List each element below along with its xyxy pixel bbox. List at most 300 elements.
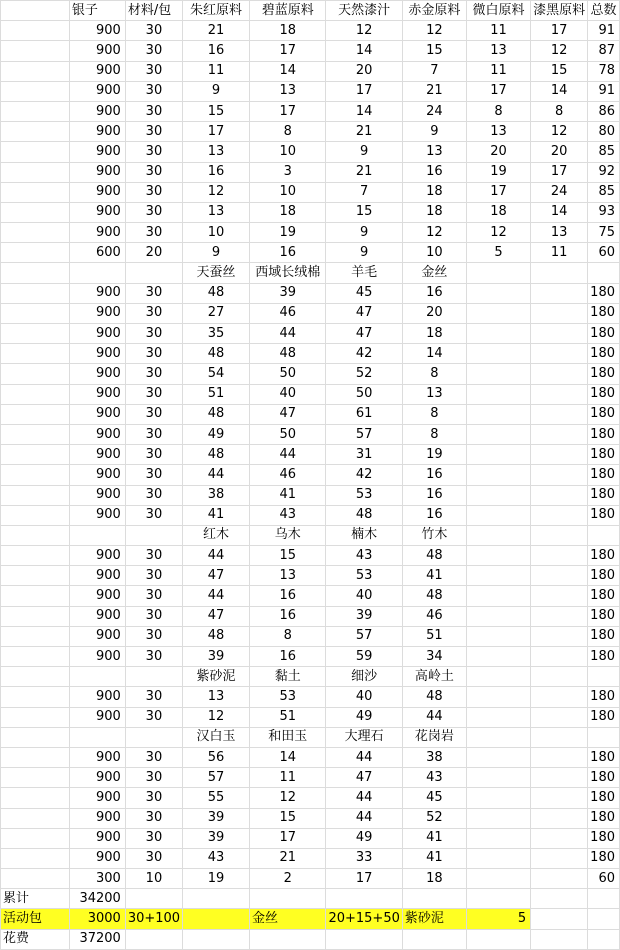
table-cell[interactable]: 47 <box>183 606 250 626</box>
table-cell[interactable] <box>531 445 588 465</box>
table-cell[interactable]: 15 <box>531 61 588 81</box>
table-cell[interactable] <box>531 606 588 626</box>
table-cell[interactable]: 30 <box>125 828 182 848</box>
table-cell[interactable]: 30 <box>125 283 182 303</box>
table-cell[interactable]: 30 <box>125 768 182 788</box>
table-cell[interactable]: 12 <box>183 182 250 202</box>
header-cell[interactable]: 漆黑原料 <box>531 1 588 21</box>
table-cell[interactable]: 12 <box>531 41 588 61</box>
table-cell[interactable] <box>1 465 70 485</box>
table-cell[interactable]: 56 <box>183 747 250 767</box>
table-cell[interactable]: 红木 <box>183 525 250 545</box>
table-cell[interactable] <box>1 505 70 525</box>
table-cell[interactable]: 15 <box>326 202 402 222</box>
table-cell[interactable]: 900 <box>69 202 125 222</box>
table-cell[interactable]: 10 <box>125 869 182 889</box>
table-cell[interactable]: 30 <box>125 223 182 243</box>
table-cell[interactable]: 91 <box>588 81 620 101</box>
table-cell[interactable]: 44 <box>183 546 250 566</box>
table-cell[interactable] <box>1 243 70 263</box>
table-cell[interactable]: 16 <box>183 41 250 61</box>
table-cell[interactable]: 2 <box>250 869 326 889</box>
table-cell[interactable]: 46 <box>402 606 466 626</box>
table-cell[interactable] <box>1 768 70 788</box>
table-cell[interactable]: 51 <box>250 707 326 727</box>
table-cell[interactable]: 92 <box>588 162 620 182</box>
table-cell[interactable]: 900 <box>69 384 125 404</box>
table-cell[interactable]: 活动包 <box>1 909 70 929</box>
table-cell[interactable]: 12 <box>183 707 250 727</box>
table-cell[interactable]: 38 <box>402 747 466 767</box>
table-cell[interactable]: 900 <box>69 606 125 626</box>
table-cell[interactable]: 30 <box>125 626 182 646</box>
table-cell[interactable]: 30 <box>125 101 182 121</box>
table-cell[interactable]: 900 <box>69 182 125 202</box>
table-cell[interactable]: 48 <box>183 445 250 465</box>
table-cell[interactable]: 30 <box>125 344 182 364</box>
table-cell[interactable]: 180 <box>588 283 620 303</box>
table-cell[interactable]: 50 <box>250 424 326 444</box>
table-cell[interactable]: 78 <box>588 61 620 81</box>
header-cell[interactable] <box>1 1 70 21</box>
table-cell[interactable]: 21 <box>326 122 402 142</box>
table-cell[interactable]: 20+15+50 <box>326 909 402 929</box>
table-cell[interactable] <box>183 929 250 949</box>
table-cell[interactable]: 50 <box>250 364 326 384</box>
table-cell[interactable]: 羊毛 <box>326 263 402 283</box>
table-cell[interactable]: 30 <box>125 647 182 667</box>
table-cell[interactable] <box>1 586 70 606</box>
table-cell[interactable] <box>466 869 530 889</box>
table-cell[interactable] <box>183 889 250 909</box>
table-cell[interactable] <box>466 889 530 909</box>
table-cell[interactable]: 30 <box>125 546 182 566</box>
table-cell[interactable]: 43 <box>326 546 402 566</box>
table-cell[interactable]: 24 <box>531 182 588 202</box>
table-cell[interactable]: 16 <box>402 283 466 303</box>
table-cell[interactable]: 14 <box>326 41 402 61</box>
table-cell[interactable] <box>250 929 326 949</box>
table-cell[interactable]: 900 <box>69 445 125 465</box>
table-cell[interactable]: 19 <box>250 223 326 243</box>
table-cell[interactable]: 12 <box>466 223 530 243</box>
table-cell[interactable]: 87 <box>588 41 620 61</box>
table-cell[interactable]: 52 <box>326 364 402 384</box>
table-cell[interactable] <box>1 626 70 646</box>
table-cell[interactable] <box>1 324 70 344</box>
table-cell[interactable] <box>466 424 530 444</box>
table-cell[interactable] <box>1 485 70 505</box>
table-cell[interactable] <box>588 667 620 687</box>
table-cell[interactable]: 13 <box>402 384 466 404</box>
table-cell[interactable]: 900 <box>69 546 125 566</box>
table-cell[interactable]: 43 <box>402 768 466 788</box>
table-cell[interactable]: 9 <box>326 223 402 243</box>
table-cell[interactable]: 40 <box>326 586 402 606</box>
table-cell[interactable]: 180 <box>588 303 620 323</box>
table-cell[interactable] <box>531 909 588 929</box>
table-cell[interactable] <box>1 727 70 747</box>
table-cell[interactable]: 900 <box>69 465 125 485</box>
table-cell[interactable] <box>466 344 530 364</box>
table-cell[interactable] <box>1 707 70 727</box>
table-cell[interactable]: 花岗岩 <box>402 727 466 747</box>
table-cell[interactable] <box>531 768 588 788</box>
table-cell[interactable] <box>183 909 250 929</box>
table-cell[interactable] <box>466 687 530 707</box>
table-cell[interactable]: 39 <box>183 828 250 848</box>
table-cell[interactable]: 900 <box>69 344 125 364</box>
table-cell[interactable]: 西域长绒棉 <box>250 263 326 283</box>
table-cell[interactable]: 900 <box>69 101 125 121</box>
table-cell[interactable]: 30+100 <box>125 909 182 929</box>
table-cell[interactable]: 43 <box>183 848 250 868</box>
table-cell[interactable]: 30 <box>125 122 182 142</box>
table-cell[interactable]: 900 <box>69 142 125 162</box>
table-cell[interactable]: 紫砂泥 <box>183 667 250 687</box>
table-cell[interactable]: 900 <box>69 424 125 444</box>
table-cell[interactable]: 900 <box>69 586 125 606</box>
table-cell[interactable]: 30 <box>125 41 182 61</box>
table-cell[interactable]: 13 <box>183 142 250 162</box>
table-cell[interactable]: 44 <box>326 788 402 808</box>
table-cell[interactable] <box>125 263 182 283</box>
table-cell[interactable] <box>588 929 620 949</box>
table-cell[interactable]: 12 <box>250 788 326 808</box>
table-cell[interactable]: 48 <box>183 626 250 646</box>
header-cell[interactable]: 银子 <box>69 1 125 21</box>
table-cell[interactable]: 180 <box>588 324 620 344</box>
table-cell[interactable]: 900 <box>69 505 125 525</box>
table-cell[interactable]: 180 <box>588 687 620 707</box>
table-cell[interactable] <box>531 747 588 767</box>
table-cell[interactable]: 900 <box>69 647 125 667</box>
table-cell[interactable]: 49 <box>326 707 402 727</box>
table-cell[interactable]: 180 <box>588 344 620 364</box>
table-cell[interactable]: 180 <box>588 768 620 788</box>
table-cell[interactable]: 51 <box>402 626 466 646</box>
table-cell[interactable] <box>1 223 70 243</box>
table-cell[interactable]: 16 <box>183 162 250 182</box>
table-cell[interactable]: 8 <box>402 404 466 424</box>
table-cell[interactable]: 30 <box>125 606 182 626</box>
table-cell[interactable] <box>531 263 588 283</box>
table-cell[interactable] <box>531 424 588 444</box>
table-cell[interactable] <box>402 889 466 909</box>
table-cell[interactable]: 16 <box>250 606 326 626</box>
table-cell[interactable]: 48 <box>183 344 250 364</box>
table-cell[interactable]: 30 <box>125 687 182 707</box>
table-cell[interactable]: 13 <box>531 223 588 243</box>
table-cell[interactable]: 19 <box>402 445 466 465</box>
table-cell[interactable]: 9 <box>183 243 250 263</box>
table-cell[interactable]: 17 <box>531 21 588 41</box>
table-cell[interactable] <box>531 546 588 566</box>
table-cell[interactable]: 49 <box>183 424 250 444</box>
table-cell[interactable]: 48 <box>250 344 326 364</box>
table-cell[interactable]: 180 <box>588 626 620 646</box>
table-cell[interactable]: 16 <box>250 647 326 667</box>
table-cell[interactable] <box>125 889 182 909</box>
table-cell[interactable]: 9 <box>402 122 466 142</box>
table-cell[interactable]: 9 <box>326 142 402 162</box>
table-cell[interactable] <box>1 182 70 202</box>
table-cell[interactable] <box>402 929 466 949</box>
table-cell[interactable]: 34 <box>402 647 466 667</box>
table-cell[interactable] <box>69 727 125 747</box>
table-cell[interactable] <box>466 626 530 646</box>
table-cell[interactable] <box>466 303 530 323</box>
table-cell[interactable]: 900 <box>69 788 125 808</box>
table-cell[interactable] <box>1 606 70 626</box>
table-cell[interactable]: 30 <box>125 586 182 606</box>
table-cell[interactable] <box>531 505 588 525</box>
table-cell[interactable]: 12 <box>326 21 402 41</box>
table-cell[interactable]: 54 <box>183 364 250 384</box>
table-cell[interactable]: 14 <box>326 101 402 121</box>
table-cell[interactable] <box>1 788 70 808</box>
table-cell[interactable]: 41 <box>402 828 466 848</box>
table-cell[interactable]: 30 <box>125 61 182 81</box>
table-cell[interactable] <box>250 889 326 909</box>
table-cell[interactable]: 44 <box>183 465 250 485</box>
table-cell[interactable]: 900 <box>69 21 125 41</box>
table-cell[interactable] <box>326 889 402 909</box>
table-cell[interactable]: 30 <box>125 505 182 525</box>
table-cell[interactable]: 91 <box>588 21 620 41</box>
table-cell[interactable]: 180 <box>588 747 620 767</box>
table-cell[interactable]: 30 <box>125 364 182 384</box>
table-cell[interactable]: 20 <box>531 142 588 162</box>
table-cell[interactable]: 39 <box>250 283 326 303</box>
table-cell[interactable]: 汉白玉 <box>183 727 250 747</box>
table-cell[interactable]: 30 <box>125 162 182 182</box>
table-cell[interactable]: 53 <box>326 566 402 586</box>
table-cell[interactable]: 14 <box>531 202 588 222</box>
table-cell[interactable]: 180 <box>588 465 620 485</box>
table-cell[interactable]: 44 <box>326 808 402 828</box>
table-cell[interactable]: 花费 <box>1 929 70 949</box>
table-cell[interactable]: 8 <box>466 101 530 121</box>
table-cell[interactable]: 30 <box>125 788 182 808</box>
table-cell[interactable]: 47 <box>250 404 326 424</box>
table-cell[interactable]: 30 <box>125 747 182 767</box>
table-cell[interactable]: 900 <box>69 122 125 142</box>
table-cell[interactable] <box>1 61 70 81</box>
table-cell[interactable]: 41 <box>402 848 466 868</box>
table-cell[interactable]: 49 <box>326 828 402 848</box>
table-cell[interactable] <box>466 485 530 505</box>
table-cell[interactable]: 44 <box>183 586 250 606</box>
table-cell[interactable]: 黏土 <box>250 667 326 687</box>
table-cell[interactable]: 21 <box>183 21 250 41</box>
table-cell[interactable]: 14 <box>402 344 466 364</box>
table-cell[interactable] <box>1 162 70 182</box>
table-cell[interactable] <box>531 586 588 606</box>
table-cell[interactable]: 31 <box>326 445 402 465</box>
table-cell[interactable]: 39 <box>183 647 250 667</box>
table-cell[interactable] <box>531 283 588 303</box>
table-cell[interactable] <box>1 202 70 222</box>
table-cell[interactable] <box>466 384 530 404</box>
table-cell[interactable]: 900 <box>69 747 125 767</box>
table-cell[interactable]: 55 <box>183 788 250 808</box>
table-cell[interactable] <box>531 525 588 545</box>
table-cell[interactable]: 3000 <box>69 909 125 929</box>
table-cell[interactable]: 180 <box>588 808 620 828</box>
table-cell[interactable] <box>1 546 70 566</box>
table-cell[interactable]: 竹木 <box>402 525 466 545</box>
table-cell[interactable]: 180 <box>588 566 620 586</box>
table-cell[interactable] <box>1 41 70 61</box>
table-cell[interactable]: 21 <box>250 848 326 868</box>
table-cell[interactable]: 900 <box>69 828 125 848</box>
table-cell[interactable]: 27 <box>183 303 250 323</box>
table-cell[interactable]: 900 <box>69 81 125 101</box>
table-cell[interactable]: 乌木 <box>250 525 326 545</box>
table-cell[interactable]: 5 <box>466 909 530 929</box>
table-cell[interactable]: 900 <box>69 626 125 646</box>
table-cell[interactable]: 180 <box>588 647 620 667</box>
table-cell[interactable]: 57 <box>183 768 250 788</box>
table-cell[interactable]: 30 <box>125 404 182 424</box>
table-cell[interactable]: 18 <box>402 182 466 202</box>
table-cell[interactable]: 16 <box>402 162 466 182</box>
table-cell[interactable]: 180 <box>588 707 620 727</box>
table-cell[interactable]: 17 <box>250 41 326 61</box>
table-cell[interactable]: 48 <box>183 283 250 303</box>
table-cell[interactable] <box>466 768 530 788</box>
table-cell[interactable]: 40 <box>326 687 402 707</box>
table-cell[interactable]: 15 <box>250 808 326 828</box>
table-cell[interactable]: 30 <box>125 21 182 41</box>
table-cell[interactable]: 30 <box>125 445 182 465</box>
table-cell[interactable]: 93 <box>588 202 620 222</box>
table-cell[interactable]: 44 <box>402 707 466 727</box>
table-cell[interactable]: 47 <box>326 768 402 788</box>
table-cell[interactable]: 300 <box>69 869 125 889</box>
table-cell[interactable]: 和田玉 <box>250 727 326 747</box>
table-cell[interactable] <box>1 747 70 767</box>
table-cell[interactable]: 24 <box>402 101 466 121</box>
table-cell[interactable]: 12 <box>402 21 466 41</box>
table-cell[interactable] <box>466 586 530 606</box>
table-cell[interactable] <box>531 384 588 404</box>
table-cell[interactable] <box>466 283 530 303</box>
table-cell[interactable] <box>466 747 530 767</box>
table-cell[interactable] <box>531 848 588 868</box>
table-cell[interactable]: 39 <box>183 808 250 828</box>
table-cell[interactable]: 47 <box>326 324 402 344</box>
table-cell[interactable]: 30 <box>125 465 182 485</box>
table-cell[interactable]: 900 <box>69 404 125 424</box>
table-cell[interactable]: 16 <box>250 586 326 606</box>
table-cell[interactable]: 8 <box>531 101 588 121</box>
table-cell[interactable]: 细沙 <box>326 667 402 687</box>
table-cell[interactable]: 44 <box>250 445 326 465</box>
table-cell[interactable]: 16 <box>402 505 466 525</box>
table-cell[interactable]: 50 <box>326 384 402 404</box>
table-cell[interactable]: 43 <box>250 505 326 525</box>
table-cell[interactable]: 35 <box>183 324 250 344</box>
table-cell[interactable]: 75 <box>588 223 620 243</box>
table-cell[interactable]: 10 <box>183 223 250 243</box>
table-cell[interactable]: 20 <box>402 303 466 323</box>
table-cell[interactable]: 60 <box>588 243 620 263</box>
table-cell[interactable]: 高岭土 <box>402 667 466 687</box>
table-cell[interactable]: 30 <box>125 142 182 162</box>
table-cell[interactable] <box>466 808 530 828</box>
table-cell[interactable] <box>588 525 620 545</box>
table-cell[interactable] <box>531 727 588 747</box>
table-cell[interactable]: 17 <box>326 869 402 889</box>
table-cell[interactable] <box>531 828 588 848</box>
table-cell[interactable]: 楠木 <box>326 525 402 545</box>
table-cell[interactable]: 46 <box>250 465 326 485</box>
table-cell[interactable]: 20 <box>326 61 402 81</box>
table-cell[interactable]: 900 <box>69 687 125 707</box>
table-cell[interactable]: 18 <box>402 202 466 222</box>
table-cell[interactable] <box>531 626 588 646</box>
table-cell[interactable] <box>1 142 70 162</box>
table-cell[interactable]: 10 <box>402 243 466 263</box>
table-cell[interactable]: 900 <box>69 364 125 384</box>
table-cell[interactable] <box>531 929 588 949</box>
table-cell[interactable] <box>1 525 70 545</box>
table-cell[interactable]: 180 <box>588 424 620 444</box>
table-cell[interactable]: 30 <box>125 485 182 505</box>
table-cell[interactable]: 14 <box>250 747 326 767</box>
table-cell[interactable]: 17 <box>250 101 326 121</box>
table-cell[interactable] <box>466 707 530 727</box>
table-cell[interactable] <box>125 525 182 545</box>
table-cell[interactable]: 19 <box>466 162 530 182</box>
header-cell[interactable]: 材料/包 <box>125 1 182 21</box>
table-cell[interactable]: 13 <box>466 122 530 142</box>
table-cell[interactable]: 8 <box>402 424 466 444</box>
table-cell[interactable]: 19 <box>183 869 250 889</box>
table-cell[interactable]: 57 <box>326 424 402 444</box>
table-cell[interactable]: 30 <box>125 182 182 202</box>
table-cell[interactable] <box>1 263 70 283</box>
table-cell[interactable] <box>531 889 588 909</box>
table-cell[interactable]: 21 <box>402 81 466 101</box>
table-cell[interactable] <box>1 667 70 687</box>
table-cell[interactable]: 大理石 <box>326 727 402 747</box>
table-cell[interactable]: 900 <box>69 707 125 727</box>
table-cell[interactable] <box>588 889 620 909</box>
table-cell[interactable]: 30 <box>125 808 182 828</box>
table-cell[interactable]: 48 <box>402 586 466 606</box>
table-cell[interactable] <box>326 929 402 949</box>
table-cell[interactable]: 8 <box>250 122 326 142</box>
table-cell[interactable]: 21 <box>326 162 402 182</box>
table-cell[interactable] <box>1 647 70 667</box>
table-cell[interactable]: 11 <box>183 61 250 81</box>
table-cell[interactable] <box>69 525 125 545</box>
table-cell[interactable] <box>531 647 588 667</box>
header-cell[interactable]: 赤金原料 <box>402 1 466 21</box>
table-cell[interactable]: 180 <box>588 445 620 465</box>
table-cell[interactable]: 金丝 <box>402 263 466 283</box>
table-cell[interactable] <box>531 303 588 323</box>
table-cell[interactable]: 20 <box>125 243 182 263</box>
table-cell[interactable]: 3 <box>250 162 326 182</box>
table-cell[interactable]: 42 <box>326 465 402 485</box>
table-cell[interactable] <box>466 324 530 344</box>
table-cell[interactable]: 47 <box>326 303 402 323</box>
table-cell[interactable] <box>1 869 70 889</box>
